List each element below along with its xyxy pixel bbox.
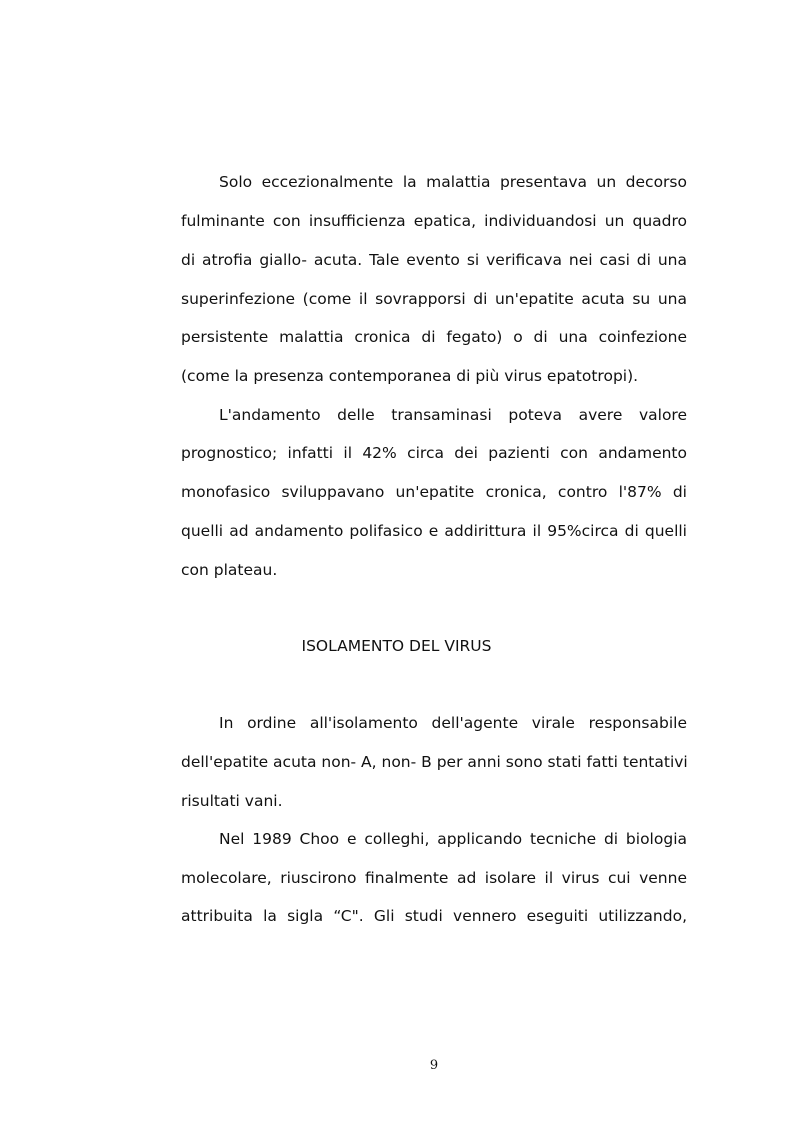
paragraph-2-line-1: L'andamento delle transaminasi poteva avere valore: [219, 406, 687, 424]
paragraph-2-line-2: prognostico; infatti il 42% circa dei pazienti con andamento: [181, 444, 687, 462]
section-heading: ISOLAMENTO DEL VIRUS: [301, 637, 492, 655]
section-paragraph-2-line-2: molecolare, riuscirono finalmente ad isolare il virus cui venne: [181, 869, 687, 887]
section-paragraph-1-line-3: risultati vani.: [181, 792, 283, 810]
section-paragraph-2-line-1: Nel 1989 Choo e colleghi, applicando tecniche di biologia: [219, 830, 687, 848]
paragraph-1-line-1: Solo eccezionalmente la malattia presentava un decorso: [219, 173, 687, 191]
paragraph-1-line-5: persistente malattia cronica di fegato) o di una coinfezione: [181, 328, 687, 346]
section-paragraph-1-line-1: In ordine all'isolamento dell'agente virale responsabile: [219, 714, 687, 732]
paragraph-2-line-4: quelli ad andamento polifasico e addirittura il 95%circa di quelli: [181, 522, 687, 540]
paragraph-1-line-4: superinfezione (come il sovrapporsi di un'epatite acuta su una: [181, 290, 687, 308]
paragraph-1-line-3: di atrofia giallo- acuta. Tale evento si verificava nei casi di una: [181, 251, 687, 269]
section-paragraph-1-line-2: dell'epatite acuta non- A, non- B per anni sono stati fatti tentativi: [181, 753, 688, 771]
paragraph-1-line-6: (come la presenza contemporanea di più virus epatotropi).: [181, 367, 639, 385]
page-number: 9: [429, 1058, 439, 1073]
paragraph-2-line-3: monofasico sviluppavano un'epatite cronica, contro l'87% di: [181, 483, 687, 501]
section-paragraph-2-line-3: attribuita la sigla “C". Gli studi vennero eseguiti utilizzando,: [181, 907, 687, 925]
paragraph-1-line-2: fulminante con insufficienza epatica, individuandosi un quadro: [181, 212, 687, 230]
paragraph-2-line-5: con plateau.: [181, 561, 278, 579]
